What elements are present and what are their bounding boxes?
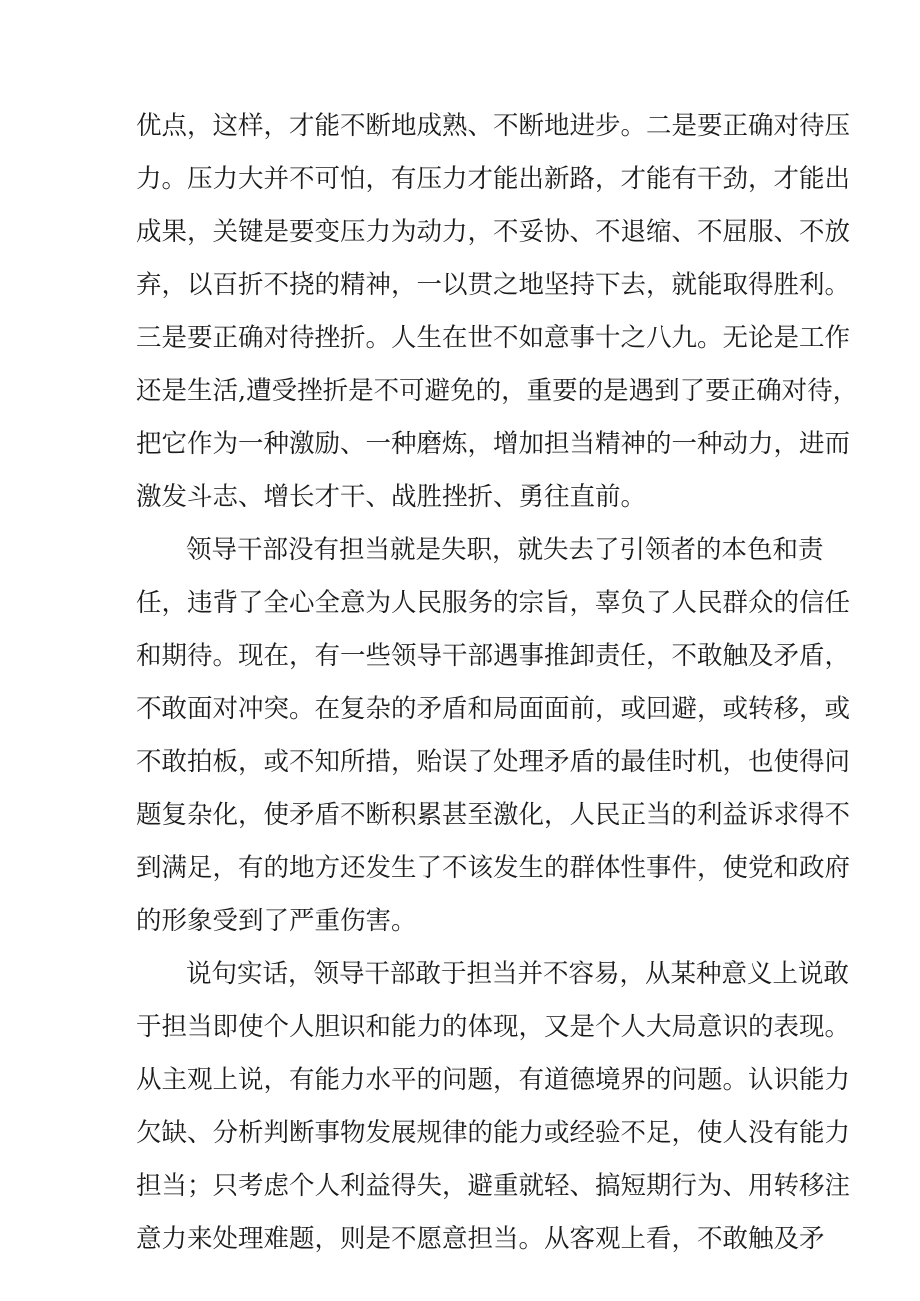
- text-line-13: 不敢拍板，或不知所措，贻误了处理矛盾的最佳时机，也使得问: [136, 747, 851, 777]
- text-line-7: 把它作为一种激励、一种磨炼，增加担当精神的一种动力，进而: [136, 429, 851, 459]
- text-line-15: 到满足，有的地方还发生了不该发生的群体性事件，使党和政府: [136, 853, 851, 883]
- paragraph-2-first-line: 领导干部没有担当就是失职，就失去了引领者的本色和责: [186, 535, 824, 565]
- text-line-22: 意力来处理难题，则是不愿意担当。从客观上看，不敢触及矛: [136, 1224, 825, 1254]
- text-line-2: 力。压力大并不可怕，有压力才能出新路，才能有干劲，才能出: [136, 164, 851, 194]
- text-line-1: 优点，这样，才能不断地成熟、不断地进步。二是要正确对待压: [136, 111, 851, 141]
- text-line-18: 于担当即使个人胆识和能力的体现，又是个人大局意识的表现。: [136, 1012, 851, 1042]
- text-line-10: 任，违背了全心全意为人民服务的宗旨，辜负了人民群众的信任: [136, 588, 851, 618]
- text-line-3: 成果，关键是要变压力为动力，不妥协、不退缩、不屈服、不放: [136, 217, 851, 247]
- text-line-21: 担当；只考虑个人利益得失，避重就轻、搞短期行为、用转移注: [136, 1171, 851, 1201]
- text-line-4: 弃，以百折不挠的精神，一以贯之地坚持下去，就能取得胜利。: [136, 270, 851, 300]
- text-line-14: 题复杂化，使矛盾不断积累甚至激化，人民正当的利益诉求得不: [136, 800, 851, 830]
- text-line-5: 三是要正确对待挫折。人生在世不如意事十之八九。无论是工作: [136, 323, 851, 353]
- text-line-8: 激发斗志、增长才干、战胜挫折、勇往直前。: [136, 482, 647, 512]
- text-line-6: 还是生活,遭受挫折是不可避免的，重要的是遇到了要正确对待，: [136, 376, 859, 406]
- text-line-16: 的形象受到了严重伤害。: [136, 906, 417, 936]
- text-line-20: 欠缺、分析判断事物发展规律的能力或经验不足，使人没有能力: [136, 1118, 851, 1148]
- text-line-11: 和期待。现在，有一些领导干部遇事推卸责任，不敢触及矛盾，: [136, 641, 851, 671]
- paragraph-3-first-line: 说句实话，领导干部敢于担当并不容易，从某种意义上说敢: [186, 959, 850, 989]
- text-line-12: 不敢面对冲突。在复杂的矛盾和局面面前，或回避，或转移，或: [136, 694, 851, 724]
- text-line-19: 从主观上说，有能力水平的问题，有道德境界的问题。认识能力: [136, 1065, 851, 1095]
